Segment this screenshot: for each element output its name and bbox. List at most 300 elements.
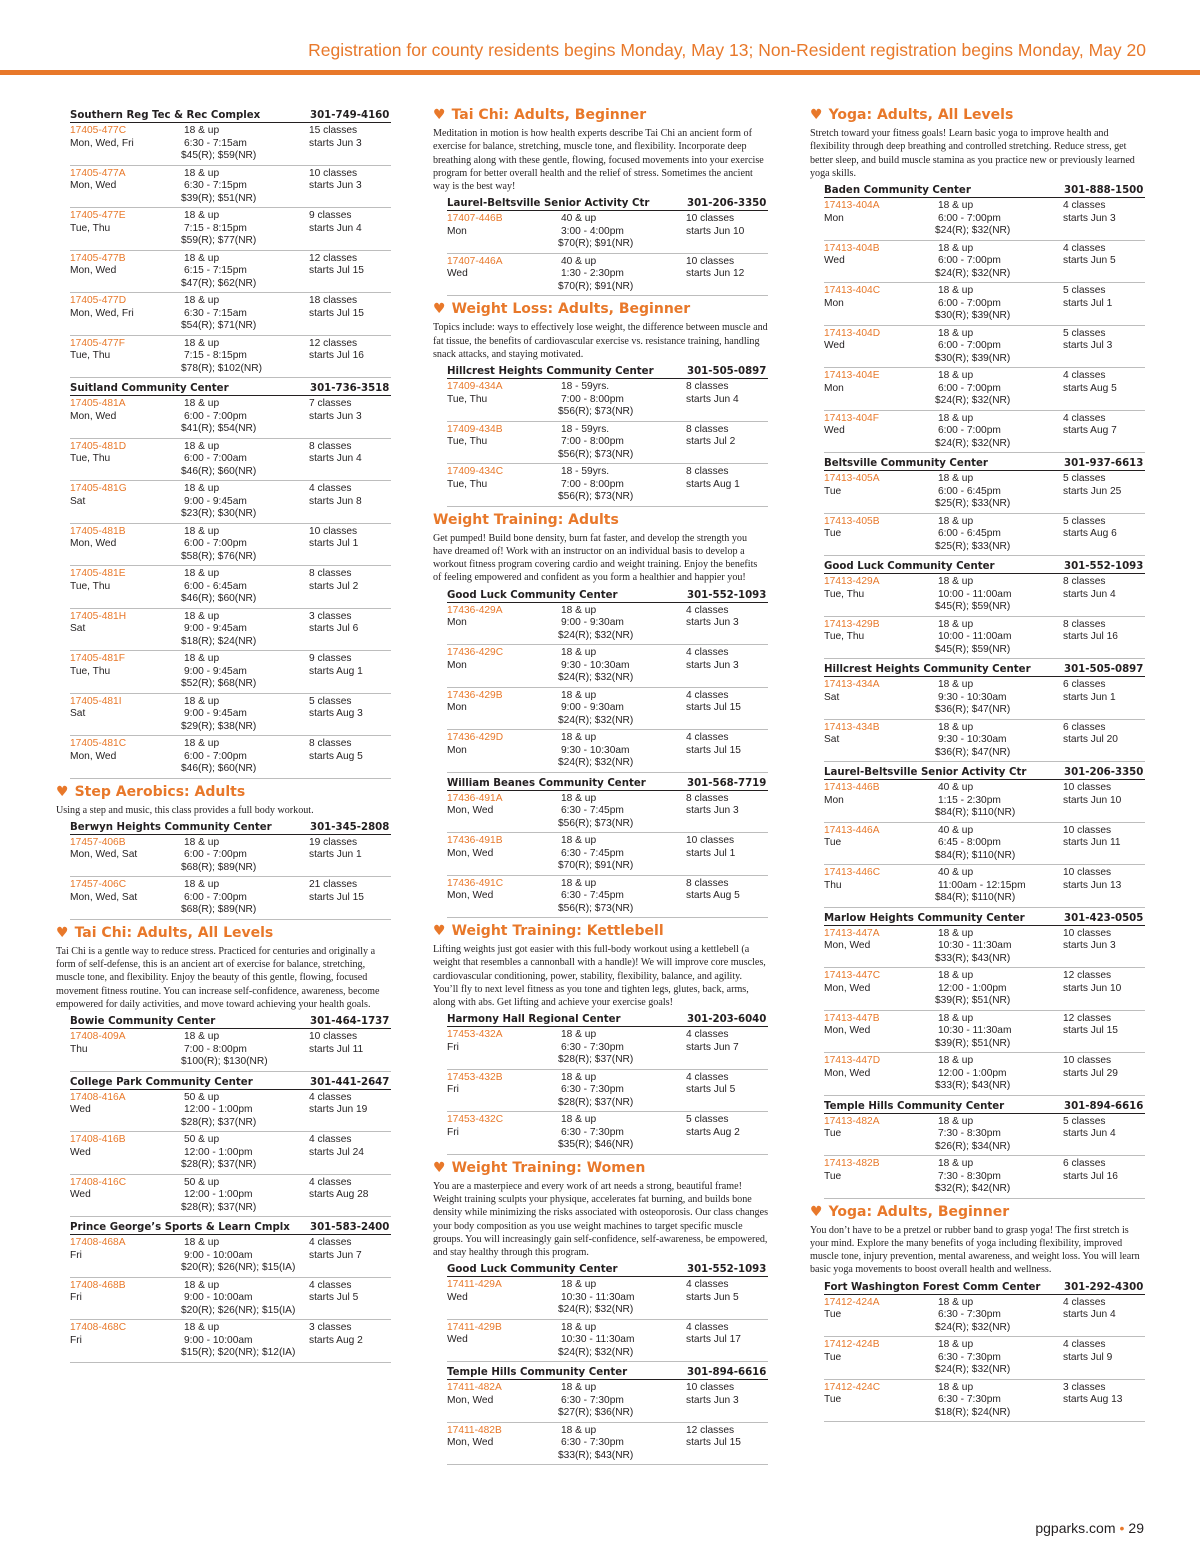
class-time: 9:30 - 10:30am [938,734,1007,745]
section-title [433,512,768,529]
class-time: 7:15 - 8:15pm [184,222,247,234]
class-age: 40 & up [561,255,597,267]
location-header [824,1098,1145,1114]
location-name: Beltsville Community Center [824,458,988,469]
class-count: 4 classes [686,1029,729,1041]
class-start: starts Jun 4 [1063,588,1116,600]
class-days: Mon, Wed, Sat [70,891,138,903]
class-time: 7:00 - 8:00pm [184,1043,247,1055]
class-fee: $18(R); $24(NR) [935,1406,1011,1418]
class-code-link[interactable]: 17409-434C [447,466,504,477]
class-code-link[interactable]: 17405-481I [70,695,122,707]
class-count: 3 classes [309,1322,352,1333]
class-code-link[interactable]: 17408-416B [70,1134,126,1145]
class-fee: $52(R); $68(NR) [181,678,257,689]
class-count: 4 classes [686,1279,729,1291]
class-row [824,1297,1145,1338]
class-count: 10 classes [686,213,735,225]
class-code-link[interactable]: 17436-491B [447,835,503,846]
class-days: Mon, Wed [824,1025,871,1036]
class-start: starts Jun 19 [309,1104,368,1115]
class-code-link[interactable]: 17408-409A [70,1031,126,1042]
class-count: 4 classes [309,1237,352,1248]
class-days: Tue [824,1309,842,1320]
class-age: 18 & up [938,412,974,424]
class-code-link[interactable]: 17409-434B [447,423,503,435]
location-header [70,380,391,396]
class-count: 5 classes [1063,515,1106,527]
class-fee: $84(R); $110(NR) [935,892,1016,903]
class-code-link[interactable]: 17413-447C [824,970,881,981]
class-row [824,1339,1145,1380]
class-row [824,619,1145,660]
class-fee: $39(R); $51(NR) [181,192,257,204]
class-code-link[interactable]: 17413-404E [824,370,880,381]
class-code-link[interactable]: 17408-416C [70,1176,127,1188]
class-age: 18 & up [561,1029,597,1041]
location-phone: 301-552-1093 [687,589,767,601]
class-code-link[interactable]: 17409-434A [447,381,503,392]
class-days: Mon [447,744,467,756]
section-description: Meditation in motion is how health experts describe Tai Chi an ancient form of exercise for balance, stretching, muscle tone, and flexibility. Incorporate deep breathing along with these gentle, flowing, focused movements into your exercise program for better overall health and the relief of stress. Sometimes the ancient way is the best way! [433,128,764,192]
class-code-link[interactable]: 17413-429A [824,576,880,587]
class-time: 6:00 - 7:00pm [938,297,1001,309]
class-count: 10 classes [1063,1055,1112,1066]
class-fee: $68(R); $89(NR) [181,904,257,916]
location-phone: 301-583-2400 [310,1222,390,1233]
class-fee: $24(R); $32(NR) [935,1321,1011,1333]
class-time: 6:30 - 7:30pm [561,1126,624,1138]
class-start: starts Jun 5 [686,1291,739,1303]
class-code-link[interactable]: 17413-404A [824,200,880,211]
class-code-link[interactable]: 17405-477F [70,337,125,349]
class-start: starts Jun 3 [309,410,362,422]
class-days: Tue, Thu [70,665,111,677]
class-code-link[interactable]: 17405-477E [70,210,126,221]
class-count: 10 classes [1063,782,1112,793]
location-name: Harmony Hall Regional Center [447,1014,621,1026]
class-age: 18 & up [184,879,220,891]
class-count: 8 classes [686,877,729,889]
class-code-link[interactable]: 17405-481F [70,653,125,664]
section-title [56,784,391,801]
class-count: 4 classes [686,647,729,658]
class-start: starts Aug 2 [309,1334,363,1346]
class-code-link[interactable]: 17405-481A [70,398,126,409]
location-phone: 301-937-6613 [1064,458,1144,469]
class-fee: $25(R); $33(NR) [935,498,1011,509]
class-row [70,295,391,336]
class-age: 50 & up [184,1176,220,1188]
class-code-link[interactable]: 17408-468B [70,1279,126,1291]
class-row [70,168,391,209]
class-code-link[interactable]: 17413-446B [824,782,880,793]
heart-icon: ♥ [56,783,69,800]
class-row [447,835,768,876]
class-fee: $28(R); $37(NR) [181,1116,257,1128]
class-code-link[interactable]: 17453-432A [447,1029,503,1041]
class-start: starts Jun 3 [309,137,362,149]
class-fee: $39(R); $51(NR) [935,1037,1011,1049]
class-code-link[interactable]: 17457-406C [70,879,127,891]
class-row [447,732,768,773]
location-name: Laurel-Beltsville Senior Activity Ctr [447,198,650,210]
class-time: 6:00 - 6:45pm [938,528,1001,539]
class-fee: $56(R); $73(NR) [558,491,634,502]
class-code-link[interactable]: 17413-482A [824,1115,880,1127]
class-age: 18 - 59yrs. [561,381,610,392]
section-title [433,923,768,940]
class-fee: $28(R); $37(NR) [181,1159,257,1170]
class-time: 9:00 - 9:30am [561,617,624,628]
section-title [810,1204,1145,1221]
location-name: William Beanes Community Center [447,777,646,789]
location-name: Good Luck Community Center [824,561,995,572]
class-start: starts Jul 3 [1063,340,1113,351]
class-time: 6:30 - 7:30pm [938,1394,1001,1405]
class-days: Mon, Wed [824,982,871,994]
class-start: starts Jul 5 [309,1292,359,1303]
class-age: 18 & up [938,1296,974,1308]
class-time: 10:30 - 11:30am [561,1291,635,1303]
class-count: 12 classes [309,252,358,264]
location-header [70,1074,391,1090]
class-start: starts Jun 4 [686,393,739,405]
class-age: 18 & up [184,295,220,306]
heart-icon: ♥ [810,1203,823,1220]
location-phone: 301-423-0505 [1064,912,1144,924]
location-name: Hillcrest Heights Community Center [824,664,1031,675]
class-count: 4 classes [1063,412,1106,424]
class-time: 9:30 - 10:30am [561,659,630,671]
class-row [447,1114,768,1155]
class-start: starts Aug 5 [1063,382,1117,394]
class-days: Tue [824,1128,842,1139]
heart-icon: ♥ [433,301,446,318]
class-row [70,483,391,524]
class-count: 4 classes [309,1134,352,1145]
class-code-link[interactable]: 17413-447A [824,927,880,939]
class-start: starts Jun 25 [1063,485,1122,497]
class-row [824,825,1145,866]
class-code-link[interactable]: 17405-477A [70,167,126,179]
class-age: 18 & up [938,285,974,296]
class-age: 40 & up [938,782,974,793]
class-count: 21 classes [309,879,358,891]
section-description: Topics include: ways to effectively lose weight, the difference between muscle and fat tissue, the benefits of cardiovascular exercise vs. resistance training, handling snack attacks, and staying motivated. [433,322,768,360]
class-age: 18 & up [184,252,220,264]
class-start: starts Aug 6 [1063,528,1117,539]
class-age: 18 & up [938,473,974,484]
class-code-link[interactable]: 17405-481E [70,568,126,579]
class-count: 8 classes [309,440,352,452]
class-fee: $47(R); $62(NR) [181,277,257,289]
class-fee: $45(R); $59(NR) [935,601,1011,612]
class-code-link[interactable]: 17413-447B [824,1012,880,1024]
class-code-link[interactable]: 17457-406B [70,836,126,848]
class-start: starts Jun 13 [1063,879,1122,891]
class-start: starts Jul 15 [309,265,364,276]
site-url[interactable]: pgparks.com [1035,1520,1116,1536]
class-code-link[interactable]: 17412-424A [824,1296,880,1308]
class-fee: $24(R); $32(NR) [935,395,1011,406]
class-fee: $36(R); $47(NR) [935,704,1011,715]
location-name: Temple Hills Community Center [447,1367,628,1379]
class-code-link[interactable]: 17408-468A [70,1237,126,1248]
class-time: 6:30 - 7:45pm [561,890,624,901]
class-age: 18 & up [561,1321,597,1333]
class-age: 18 & up [938,721,974,733]
class-row [824,1158,1145,1199]
location-name: Bowie Community Center [70,1016,216,1027]
location-phone: 301-206-3350 [687,198,767,210]
location-phone: 301-736-3518 [310,383,390,394]
class-days: Tue, Thu [70,453,111,464]
class-count: 4 classes [686,689,729,701]
class-start: starts Jun 7 [309,1249,362,1261]
class-row [824,285,1145,326]
class-fee: $70(R); $91(NR) [558,280,634,292]
class-row [824,722,1145,763]
section-description: Get pumped! Build bone density, burn fat faster, and develop the strength you have dreamed of! Work with an instructor on an individual basis to develop a workout fitness program covering cardio and weight training. Enjoy the benefits of feeling empowered and confident as you form a healthier and happier you! [433,532,758,584]
class-fee: $28(R); $37(NR) [558,1054,634,1066]
class-start: starts Jul 11 [309,1043,364,1055]
class-code-link[interactable]: 17436-429C [447,647,504,658]
class-start: starts Jun 10 [686,225,745,237]
class-code-link[interactable]: 17436-429D [447,732,504,743]
location-phone: 301-749-4160 [310,110,390,121]
class-code-link[interactable]: 17412-424B [824,1339,880,1350]
class-code-link[interactable]: 17436-491A [447,792,503,804]
class-fee: $28(R); $37(NR) [558,1096,634,1108]
class-count: 4 classes [686,1071,729,1083]
class-row [70,1092,391,1133]
class-start: starts Jun 10 [1063,794,1122,806]
class-days: Mon, Wed [447,847,494,859]
class-count: 10 classes [686,255,735,267]
class-row [824,970,1145,1011]
class-fee: $20(R); $26(NR); $15(IA) [181,1262,296,1273]
class-fee: $45(R); $59(NR) [935,643,1011,655]
class-days: Mon, Wed [447,1437,494,1449]
class-row [70,125,391,166]
class-count: 7 classes [309,398,352,409]
class-code-link[interactable]: 17411-482A [447,1382,502,1394]
class-time: 9:00 - 9:45am [184,495,247,507]
class-count: 4 classes [1063,1296,1106,1308]
class-time: 6:00 - 7:00pm [184,891,247,903]
class-fee: $54(R); $71(NR) [181,320,257,331]
class-start: starts Jun 3 [686,805,739,816]
class-code-link[interactable]: 17405-477D [70,295,127,306]
class-days: Tue, Thu [447,436,488,447]
class-count: 10 classes [1063,867,1112,878]
class-code-link[interactable]: 17412-424C [824,1381,881,1393]
class-code-link[interactable]: 17453-432B [447,1071,503,1083]
class-code-link[interactable]: 17413-434B [824,721,880,733]
class-age: 18 & up [184,1031,220,1042]
class-start: starts Jul 1 [686,847,736,859]
class-code-link[interactable]: 17413-404C [824,285,881,296]
class-code-link[interactable]: 17413-434A [824,679,880,690]
class-age: 18 & up [938,679,974,690]
class-row [447,1322,768,1363]
class-time: 7:00 - 8:00pm [561,436,624,447]
class-time: 7:00 - 8:00pm [561,478,624,490]
class-time: 9:00 - 10:00am [184,1292,253,1303]
class-row [447,424,768,465]
class-fee: $100(R); $130(NR) [181,1056,268,1067]
class-count: 12 classes [1063,1012,1112,1024]
class-code-link[interactable]: 17436-429A [447,604,503,616]
class-code-link[interactable]: 17407-446B [447,213,503,225]
class-count: 9 classes [309,210,352,221]
class-age: 18 & up [938,242,974,254]
class-days: Tue [824,528,842,539]
class-code-link[interactable]: 17436-429B [447,689,503,701]
section-description: Using a step and music, this class provides a full body workout. [56,804,314,816]
class-time: 11:00am - 12:15pm [938,879,1026,891]
location-header [70,1013,391,1029]
class-code-link[interactable]: 17405-477C [70,125,127,136]
class-time: 9:00 - 10:00am [184,1249,253,1261]
class-row [447,1029,768,1070]
class-time: 6:00 - 7:00pm [184,849,247,861]
class-age: 18 & up [184,1237,220,1248]
class-code-link[interactable]: 17405-477B [70,252,126,264]
section-description: Stretch toward your fitness goals! Learn basic yoga to improve health and flexibility through deep breathing and controlled stretching. Reduce stress, get better sleep, and build muscle stamina as you practice new or previously learned yoga skills. [810,128,1135,179]
class-code-link[interactable]: 17407-446A [447,255,503,267]
class-start: starts Jul 5 [686,1084,736,1096]
class-count: 3 classes [1063,1381,1106,1393]
class-code-link[interactable]: 17413-405A [824,473,880,484]
class-start: starts Jun 4 [1063,1128,1116,1139]
class-days: Mon, Wed [824,940,871,951]
class-count: 4 classes [686,732,729,743]
location-phone: 301-464-1737 [310,1016,390,1027]
class-start: starts Jul 17 [686,1334,741,1346]
class-code-link[interactable]: 17405-481H [70,610,127,622]
class-code-link[interactable]: 17413-446A [824,824,880,836]
location-header [824,1279,1145,1295]
class-code-link[interactable]: 17413-482B [824,1158,880,1169]
class-days: Sat [824,734,840,745]
class-row [70,1177,391,1218]
class-start: starts Jun 4 [309,453,362,464]
class-time: 6:00 - 7:00pm [184,750,247,762]
class-days: Mon, Wed [70,265,117,276]
class-code-link[interactable]: 17405-481D [70,440,127,452]
section-title [433,301,768,318]
class-start: starts Jul 15 [686,1437,741,1449]
class-time: 6:00 - 7:00pm [938,255,1001,266]
class-code-link[interactable]: 17405-481B [70,525,126,537]
class-days: Mon [447,225,467,237]
class-time: 7:00 - 8:00pm [561,393,624,405]
class-code-link[interactable]: 17405-481G [70,483,127,494]
section-description: Tai Chi is a gentle way to reduce stress. Practiced for centuries and originally a form of self-defense, this is an ancient art of exercise for balance, stretching, muscle tone, and flexibility. Enjoy the beauty of this gentle, flowing, focused movement fitness routine. You can increase self-confidence, awareness, become empowered for daily activities, and move toward achieving your health goals. [56,945,380,1010]
class-count: 8 classes [686,792,729,804]
class-code-link[interactable]: 17408-416A [70,1091,126,1103]
class-age: 18 & up [938,927,974,939]
class-days: Fri [70,1334,82,1346]
section-title-text: Yoga: Adults, Beginner [828,1203,1010,1220]
class-start: starts Jul 15 [309,307,364,319]
class-count: 5 classes [309,695,352,707]
location-name: Good Luck Community Center [447,1264,618,1276]
class-code-link[interactable]: 17413-404F [824,412,879,424]
class-code-link[interactable]: 17436-491C [447,877,504,889]
location-name: Berwyn Heights Community Center [70,821,272,833]
class-fee: $24(R); $32(NR) [935,1364,1011,1375]
section-title-text: Tai Chi: Adults, Beginner [451,107,647,123]
class-age: 18 & up [561,1424,597,1436]
class-row [70,879,391,920]
class-age: 18 & up [184,568,220,579]
class-code-link[interactable]: 17413-447D [824,1055,881,1066]
class-time: 6:00 - 7:00pm [938,425,1001,436]
class-code-link[interactable]: 17411-429B [447,1321,502,1333]
class-row [70,611,391,652]
class-code-link[interactable]: 17411-429A [447,1279,502,1291]
class-code-link[interactable]: 17413-429B [824,618,880,630]
class-days: Mon, Wed [447,1394,494,1406]
class-age: 18 & up [938,515,974,527]
class-start: starts Jul 9 [1063,1351,1113,1363]
class-start: starts Jun 10 [1063,982,1122,994]
class-code-link[interactable]: 17411-482B [447,1424,502,1436]
class-code-link[interactable]: 17413-404B [824,242,880,254]
class-code-link[interactable]: 17413-404D [824,327,881,339]
class-start: starts Jun 3 [1063,212,1116,224]
location-phone: 301-206-3350 [1064,767,1144,778]
class-count: 10 classes [309,525,358,537]
class-code-link[interactable]: 17413-446C [824,867,881,878]
class-code-link[interactable]: 17408-468C [70,1322,127,1333]
class-count: 8 classes [1063,576,1106,587]
class-age: 18 - 59yrs. [561,423,610,435]
class-count: 4 classes [309,1279,352,1291]
class-time: 12:00 - 1:00pm [184,1104,253,1115]
class-row [824,1382,1145,1423]
class-days: Wed [447,268,468,280]
footer-separator: • [1119,1520,1125,1536]
class-row [447,213,768,254]
class-time: 1:30 - 2:30pm [561,268,624,280]
class-code-link[interactable]: 17413-405B [824,515,880,527]
class-age: 18 & up [938,370,974,381]
class-start: starts Jun 1 [309,849,362,861]
class-code-link[interactable]: 17405-481C [70,738,127,749]
column-3 [810,107,1145,1424]
class-row [824,413,1145,454]
class-days: Tue [824,1351,842,1363]
location-name: Laurel-Beltsville Senior Activity Ctr [824,767,1027,778]
class-days: Tue, Thu [447,393,488,405]
class-fee: $35(R); $46(NR) [558,1139,634,1151]
class-days: Tue, Thu [70,350,111,361]
class-age: 18 & up [184,836,220,848]
class-age: 18 & up [938,1381,974,1393]
class-start: starts Jul 15 [1063,1025,1118,1036]
registration-notice: Registration for county residents begins Monday, May 13; Non-Resident registration begins Monday, May 20 [308,40,1146,60]
class-fee: $46(R); $60(NR) [181,593,257,604]
class-time: 9:00 - 9:30am [561,702,624,713]
class-code-link[interactable]: 17453-432C [447,1114,504,1126]
location-phone: 301-552-1093 [1064,561,1144,572]
class-start: starts Aug 3 [309,708,363,719]
class-row [824,867,1145,908]
